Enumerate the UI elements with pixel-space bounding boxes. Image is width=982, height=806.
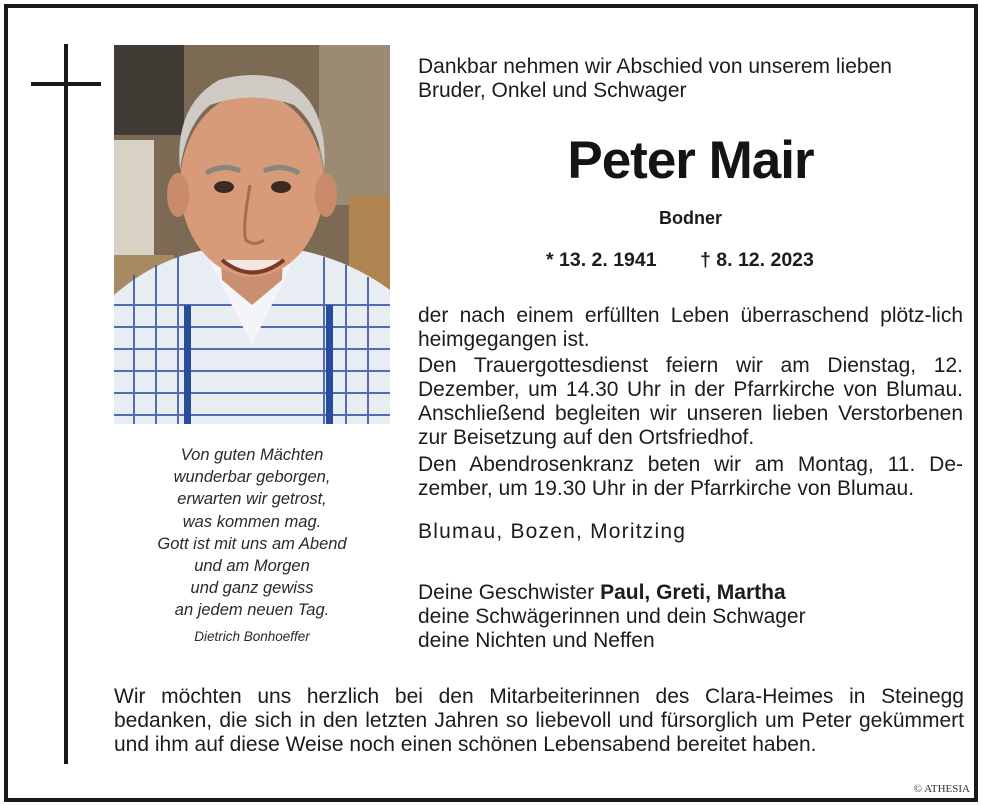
poem-author: Dietrich Bonhoeffer xyxy=(194,629,310,644)
poem-line: erwarten wir getrost, xyxy=(177,490,327,509)
cross-horizontal-bar xyxy=(31,82,101,86)
poem-line: Gott ist mit uns am Abend xyxy=(157,534,347,553)
poem xyxy=(114,444,390,622)
places: Blumau, Bozen, Moritzing xyxy=(418,520,687,543)
poem-line: wunderbar geborgen, xyxy=(173,468,331,487)
siblings-line xyxy=(418,581,963,605)
birth-date: * 13. 2. 1941 xyxy=(546,249,657,271)
intro-text xyxy=(418,55,963,103)
cross-vertical-bar xyxy=(64,44,68,764)
poem-line: und ganz gewiss xyxy=(190,579,314,598)
paragraph-rosary: Den Abendrosenkranz beten wir am Montag, 11. De-zember, um 19.30 Uhr in der Pfarrkirche von Blumau. xyxy=(418,453,963,500)
paragraph-funeral-service: Den Trauergottesdienst feiern wir am Dienstag, 12. Dezember, um 14.30 Uhr in der Pfarrkirche von Blumau. Anschließend begleiten wir unseren lieben Verstorbenen zur Beisetzung auf den Ortsfriedhof. xyxy=(418,354,963,449)
family-signature xyxy=(418,581,963,653)
copyright-notice: © ATHESIA xyxy=(913,783,970,795)
poem-line: an jedem neuen Tag. xyxy=(174,601,330,620)
deceased-name: Peter Mair xyxy=(567,131,814,190)
portrait-photo xyxy=(114,45,390,424)
house-name: Bodner xyxy=(659,208,722,228)
siblings-names: Paul, Greti, Martha xyxy=(600,581,786,604)
thanks-paragraph: Wir möchten uns herzlich bei den Mitarbeiterinnen des Clara-Heimes in Steinegg bedanken, die sich in den letzten Jahren so liebevoll und fürsorglich um Peter gekümmert und ihm auf diese Weise noch einen schönen Lebensabend bereitet haben. xyxy=(114,685,964,756)
siblings-prefix: Deine Geschwister xyxy=(418,581,601,604)
poem-line: und am Morgen xyxy=(194,557,310,576)
intro-line: Dankbar nehmen wir Abschied von unserem lieben xyxy=(418,55,892,78)
in-laws-line: deine Schwägerinnen und dein Schwager xyxy=(418,605,806,628)
poem-line: was kommen mag. xyxy=(182,512,322,531)
intro-line: Bruder, Onkel und Schwager xyxy=(418,79,687,102)
nieces-nephews-line: deine Nichten und Neffen xyxy=(418,629,655,652)
paragraph-passing: der nach einem erfüllten Leben überraschend plötz-lich heimgegangen ist. xyxy=(418,304,963,351)
obituary-card xyxy=(4,4,978,802)
death-date: † 8. 12. 2023 xyxy=(700,249,814,271)
poem-line: Von guten Mächten xyxy=(180,446,324,464)
